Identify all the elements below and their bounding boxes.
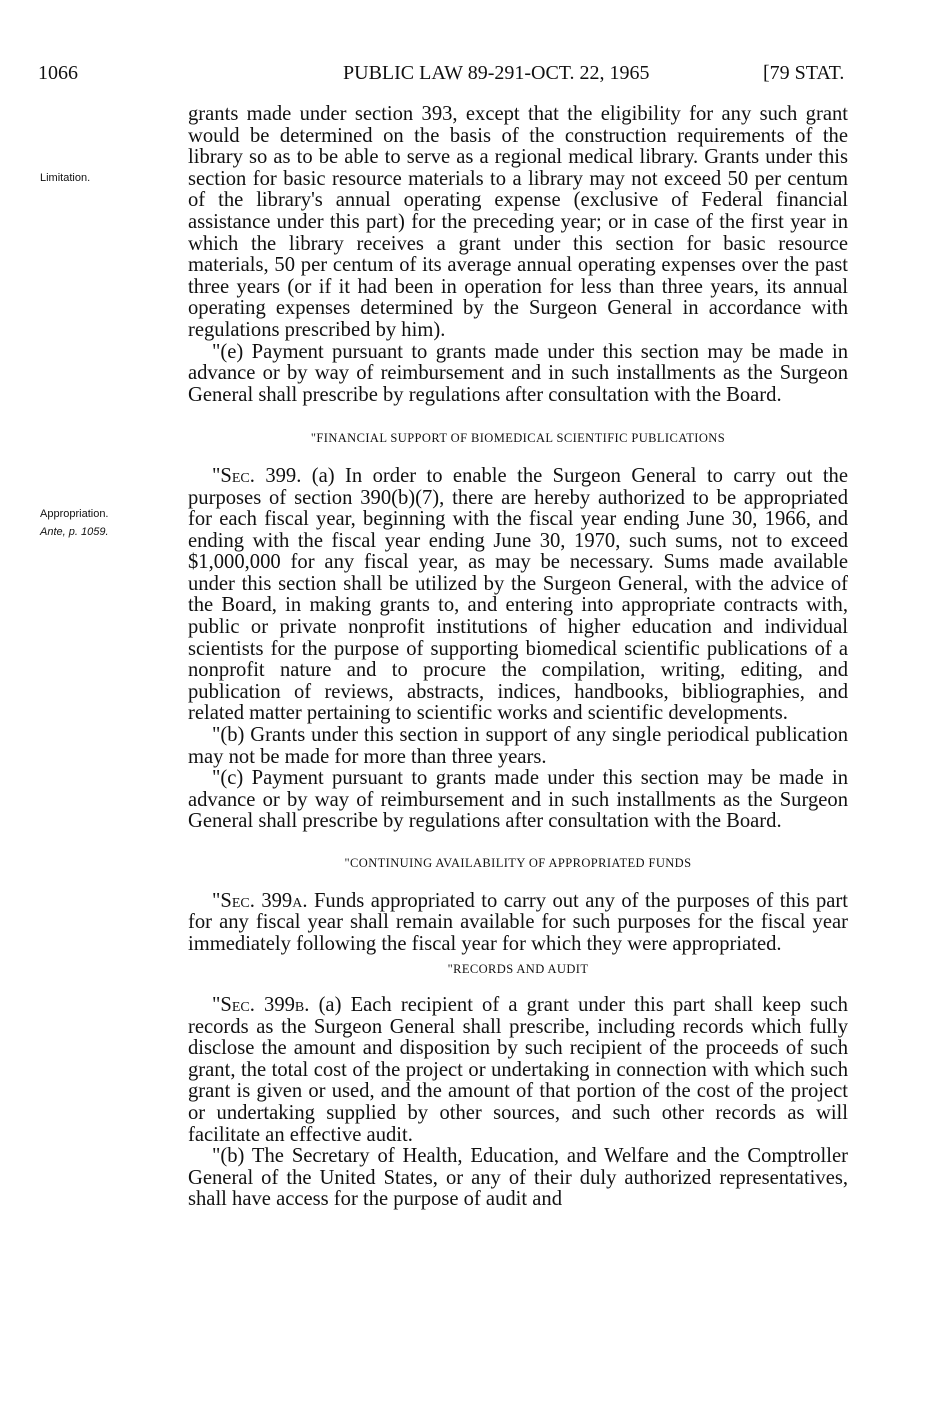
sec-399b-a-text: (a) Each recipient of a grant under this part shall keep such records as the Surgeon General shall prescribe, including records which fully disclose the amount and disposition by such recipient of the proceeds of such grant, the total cost of the project or undertaking in connection with which such grant is given or used, and the amount of that portion of the cost of the project or undertaking supplied by other sources, and such other records as will facilitate an effective audit.	[188, 993, 848, 1146]
section-heading-continuing-availability: "CONTINUING AVAILABILITY OF APPROPRIATED FUNDS	[344, 856, 692, 870]
paragraph-sec-399-b: "(b) Grants under this section in support of any single periodical publication may not be made for more than three years.	[188, 724, 848, 768]
paragraph-sec-399-a	[188, 466, 848, 725]
paragraph-sec-399a	[188, 891, 848, 956]
margin-note-appropriation: Appropriation.	[40, 508, 109, 520]
section-label-399a: "Sec. 399a.	[212, 889, 308, 912]
paragraph-sec-399b-b: "(b) The Secretary of Health, Education, and Welfare and the Comptroller General of the United States, or any of their duly authorized representatives, shall have access for the purpose of audit and	[188, 1145, 848, 1211]
paragraph-sec-399b-a	[188, 995, 848, 1146]
statute-reference: [79 STAT.	[763, 62, 845, 84]
body-text	[188, 104, 848, 1211]
paragraph-grants: grants made under section 393, except that the eligibility for any such grant would be determined on the basis of the construction requirements of the library so as to be able to serve as a regional medical library. Grants under this section for basic resource materials to a library may not exceed 50 per centum of the library's annual operating expense (exclusive of Federal financial assistance under this part) for the preceding year; or in case of the first year in which the library receives a grant under this section for basic resource materials, 50 per centum of its average annual operating expenses over the past three years (or if it had been in operation for less than three years, its annual operating expenses determined by the Surgeon General in accordance with regulations prescribed by him).	[188, 103, 848, 341]
section-heading-records-and-audit: "RECORDS AND AUDIT	[447, 962, 589, 977]
margin-note-limitation: Limitation.	[40, 172, 91, 184]
margin-note-ante: Ante, p. 1059.	[40, 526, 109, 538]
paragraph-sec-399-c: "(c) Payment pursuant to grants made under this section may be made in advance or by way of reimbursement and in such installments as the Surgeon General shall prescribe by regulations after consultation with the Board.	[188, 767, 848, 833]
sec-399-a-text: (a) In order to enable the Surgeon General to carry out the purposes of section 390(b)(7), there are hereby authorized to be appropriated for each fiscal year, beginning with the fiscal year ending June 30, 1966, and ending with the fiscal year ending June 30, 1970, such sums, not to exceed $1,000,000 for any fiscal year, as may be necessary. Sums made available under this section shall be utilized by the Surgeon General, with the advice of the Board, in making grants to, and entering into appropriate contracts with, public or private nonprofit institutions of higher education and individual scientists for the purpose of supporting biomedical scientific publications of a nonprofit nature and to procure the compilation, writing, editing, and publication of reviews, abstracts, indices, handbooks, bibliographies, and related matter pertaining to scientific works and scientific developments.	[188, 464, 848, 725]
section-heading-financial-support: "FINANCIAL SUPPORT OF BIOMEDICAL SCIENTIFIC PUBLICATIONS	[310, 431, 726, 446]
running-title: PUBLIC LAW 89-291-OCT. 22, 1965	[343, 62, 650, 84]
page-number: 1066	[38, 62, 78, 84]
sec-399a-text: Funds appropriated to carry out any of the purposes of this part for any fiscal year shall remain available for such purposes for the fiscal year immediately following the fiscal year for which they were appropriated.	[188, 889, 849, 955]
section-label-399: "Sec. 399.	[212, 464, 302, 487]
paragraph-e-payment: "(e) Payment pursuant to grants made under this section may be made in advance or by way of reimbursement and in such installments as the Surgeon General shall prescribe by regulations after consultation with the Board.	[188, 340, 848, 406]
section-label-399b: "Sec. 399b.	[212, 993, 310, 1016]
